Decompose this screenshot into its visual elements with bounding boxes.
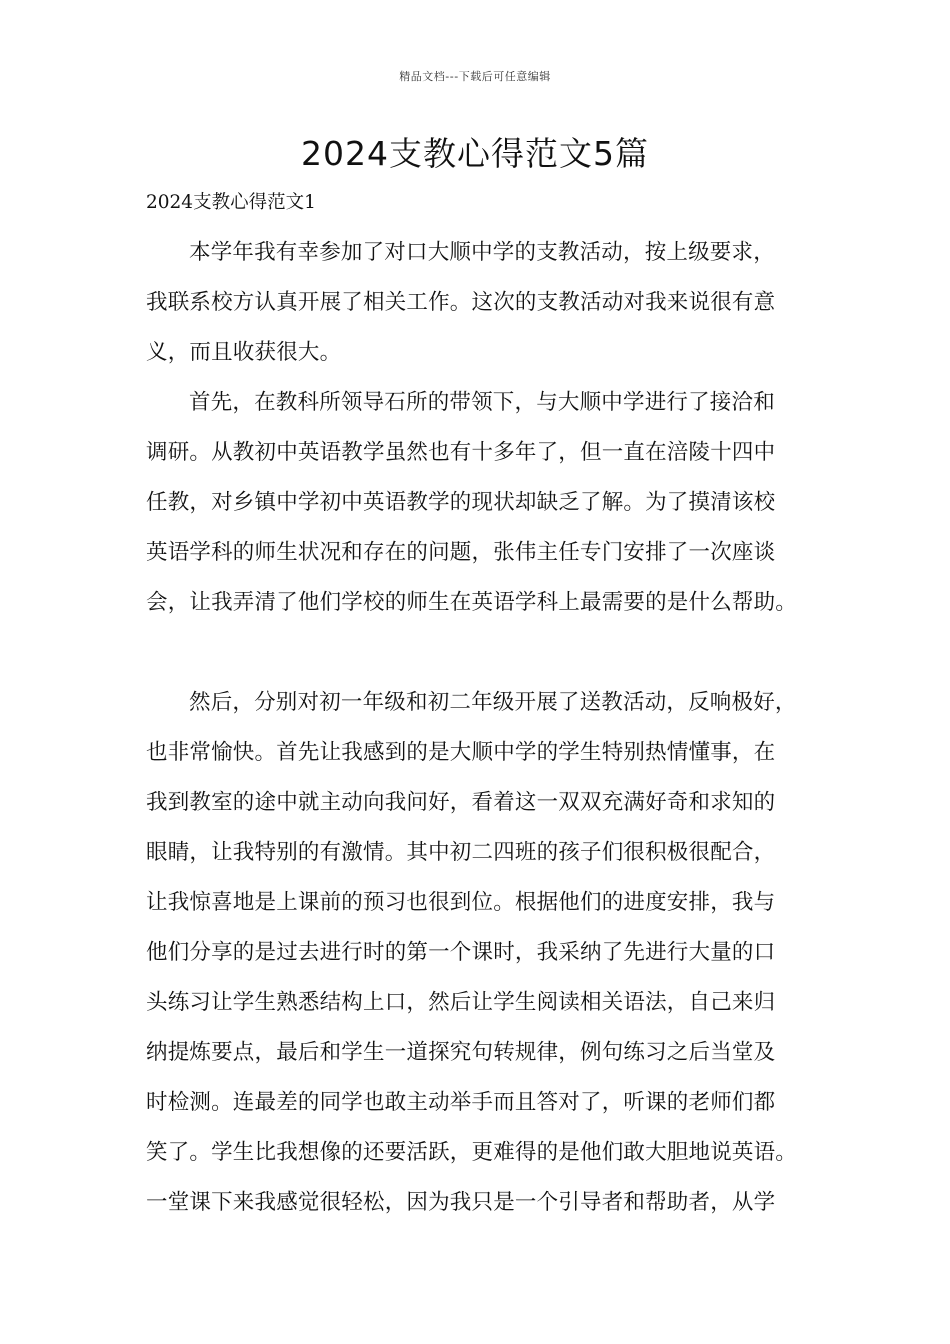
header-note: 精品文档---下载后可任意编辑 [399, 70, 551, 83]
paragraph: 首先，在教科所领导石所的带领下，与大顺中学进行了接洽和 调研。从教初中英语教学虽然也有十多年了，但一直在涪陵十四中 任教，对乡镇中学初中英语教学的现状却缺乏了解。为了摸清该校 英语学科的师生状况和存在的问题，张伟主任专门安排了一次座谈 会，让我弄清了他们学校的师生在英语学科上最需要的是什么帮助。 [146, 390, 798, 615]
document-body [146, 228, 814, 1228]
paragraph: 然后，分别对初一年级和初二年级开展了送教活动，反响极好， 也非常愉快。首先让我感到的是大顺中学的学生特别热情懂事，在 我到教室的途中就主动向我问好，看着这一双双充满好奇和求知的 眼睛，让我特别的有激情。其中初二四班的孩子们很积极很配合， 让我惊喜地是上课前的预习也很到位。根据他们的进度安排，我与 他们分享的是过去进行时的第一个课时，我采纳了先进行大量的口 头练习让学生熟悉结构上口，然后让学生阅读相关语法，自己来归 纳提炼要点，最后和学生一道探究句转规律，例句练习之后当堂及 时检测。连最差的同学也敢主动举手而且答对了，听课的老师们都 笑了。学生比我想像的还要活跃，更难得的是他们敢大胆地说英语。 一堂课下来我感觉很轻松，因为我只是一个引导者和帮助者，从学 [146, 690, 798, 1215]
paragraph: 本学年我有幸参加了对口大顺中学的支教活动，按上级要求， 我联系校方认真开展了相关工作。这次的支教活动对我来说很有意 义，而且收获很大。 [146, 240, 776, 365]
paragraph-gap [146, 628, 814, 678]
document-title: 2024支教心得范文5篇 [301, 134, 649, 173]
section-heading: 2024支教心得范文1 [146, 192, 316, 213]
